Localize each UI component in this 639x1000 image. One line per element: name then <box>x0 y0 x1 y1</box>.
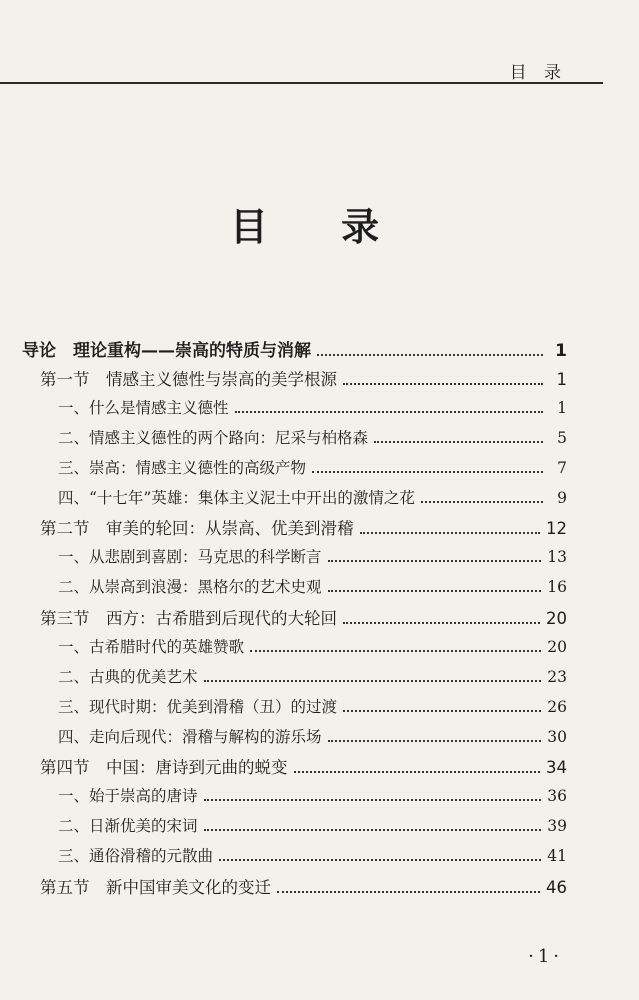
toc-leader-dots <box>328 581 542 592</box>
toc-entry-page: 20 <box>547 638 567 656</box>
toc-entry-title: 三、现代时期：优美到滑稽（丑）的过渡 <box>58 698 338 716</box>
toc-entry[interactable] <box>58 545 567 571</box>
toc-entry[interactable] <box>58 725 567 751</box>
toc-leader-dots <box>204 790 542 801</box>
toc-leader-dots <box>374 432 543 443</box>
toc-entry-page: 26 <box>547 698 567 716</box>
toc-entry-page: 16 <box>547 578 567 596</box>
toc-leader-dots <box>328 551 542 562</box>
toc-entry[interactable] <box>40 754 567 780</box>
toc-entry[interactable] <box>58 784 567 810</box>
toc-leader-dots <box>204 671 542 682</box>
toc-entry-page: 1 <box>557 399 567 417</box>
toc-leader-dots <box>360 523 541 534</box>
toc-entry-page: 1 <box>555 341 567 361</box>
toc-entry[interactable] <box>58 396 567 422</box>
toc-entry-page: 9 <box>557 489 567 507</box>
toc-entry[interactable] <box>40 366 567 392</box>
toc-entry[interactable] <box>58 456 567 482</box>
toc-entry-title: 四、走向后现代：滑稽与解构的游乐场 <box>58 728 322 746</box>
toc-leader-dots <box>421 492 543 503</box>
toc-entry[interactable] <box>58 575 567 601</box>
toc-entry[interactable] <box>22 336 567 362</box>
toc-entry-title: 三、通俗滑稽的元散曲 <box>58 847 214 865</box>
toc-entry-page: 36 <box>547 787 567 805</box>
toc-entry-title: 第四节 中国：唐诗到元曲的蜕变 <box>40 758 288 777</box>
toc-entry-title: 一、从悲剧到喜剧：马克思的科学断言 <box>58 548 322 566</box>
toc-entry[interactable] <box>58 426 567 452</box>
toc-leader-dots <box>219 850 541 861</box>
toc-entry[interactable] <box>58 814 567 840</box>
toc-leader-dots <box>277 882 540 893</box>
toc-leader-dots <box>343 374 543 385</box>
toc-entry-title: 一、始于崇高的唐诗 <box>58 787 198 805</box>
toc-entry-title: 二、从崇高到浪漫：黑格尔的艺术史观 <box>58 578 322 596</box>
toc-leader-dots <box>317 345 543 356</box>
toc-entry-title: 第五节 新中国审美文化的变迁 <box>40 878 271 897</box>
toc-entry-title: 二、日渐优美的宋词 <box>58 817 198 835</box>
toc-entry-title: 三、崇高：情感主义德性的高级产物 <box>58 459 307 477</box>
toc-leader-dots <box>343 613 540 624</box>
toc-leader-dots <box>294 762 541 773</box>
page-title: 目 录 <box>229 205 410 249</box>
toc-entry-title: 四、“十七年”英雄：集体主义泥土中开出的激情之花 <box>58 489 415 507</box>
toc-entry-page: 46 <box>546 878 567 897</box>
toc-leader-dots <box>312 462 543 473</box>
toc-entry[interactable] <box>40 515 567 541</box>
toc-entry[interactable] <box>40 605 567 631</box>
running-head: 目 录 <box>509 63 567 83</box>
toc-entry-page: 5 <box>557 429 567 447</box>
toc-entry-page: 13 <box>547 548 567 566</box>
toc-entry-page: 23 <box>547 668 567 686</box>
toc-entry[interactable] <box>58 695 567 721</box>
toc-entry-title: 导论 理论重构——崇高的特质与消解 <box>22 341 311 361</box>
toc-entry-page: 1 <box>556 370 567 389</box>
toc-entry[interactable] <box>58 486 567 512</box>
toc-entry[interactable] <box>58 635 567 661</box>
toc-entry-page: 41 <box>547 847 567 865</box>
toc-entry[interactable] <box>58 665 567 691</box>
toc-entry-title: 第一节 情感主义德性与崇高的美学根源 <box>40 370 337 389</box>
toc-entry-page: 39 <box>547 817 567 835</box>
toc-entry-page: 12 <box>546 519 567 538</box>
toc-entry-page: 20 <box>546 609 567 628</box>
toc-leader-dots <box>343 701 541 712</box>
toc-entry-title: 二、古典的优美艺术 <box>58 668 198 686</box>
toc-entry-title: 第三节 西方：古希腊到后现代的大轮回 <box>40 609 337 628</box>
toc-leader-dots <box>328 731 542 742</box>
toc-leader-dots <box>235 402 543 413</box>
toc-entry-page: 7 <box>557 459 567 477</box>
toc-entry-page: 30 <box>547 728 567 746</box>
page-number: ·1· <box>528 946 563 967</box>
toc-leader-dots <box>250 641 541 652</box>
toc-entry-page: 34 <box>546 758 567 777</box>
toc-entry[interactable] <box>58 844 567 870</box>
toc-entry-title: 第二节 审美的轮回：从崇高、优美到滑稽 <box>40 519 354 538</box>
toc-entry-title: 二、情感主义德性的两个路向：尼采与柏格森 <box>58 429 369 447</box>
header-rule <box>0 82 603 84</box>
toc-entry[interactable] <box>40 874 567 900</box>
toc-leader-dots <box>204 820 542 831</box>
toc-entry-title: 一、什么是情感主义德性 <box>58 399 229 417</box>
toc-entry-title: 一、古希腊时代的英雄赞歌 <box>58 638 245 656</box>
